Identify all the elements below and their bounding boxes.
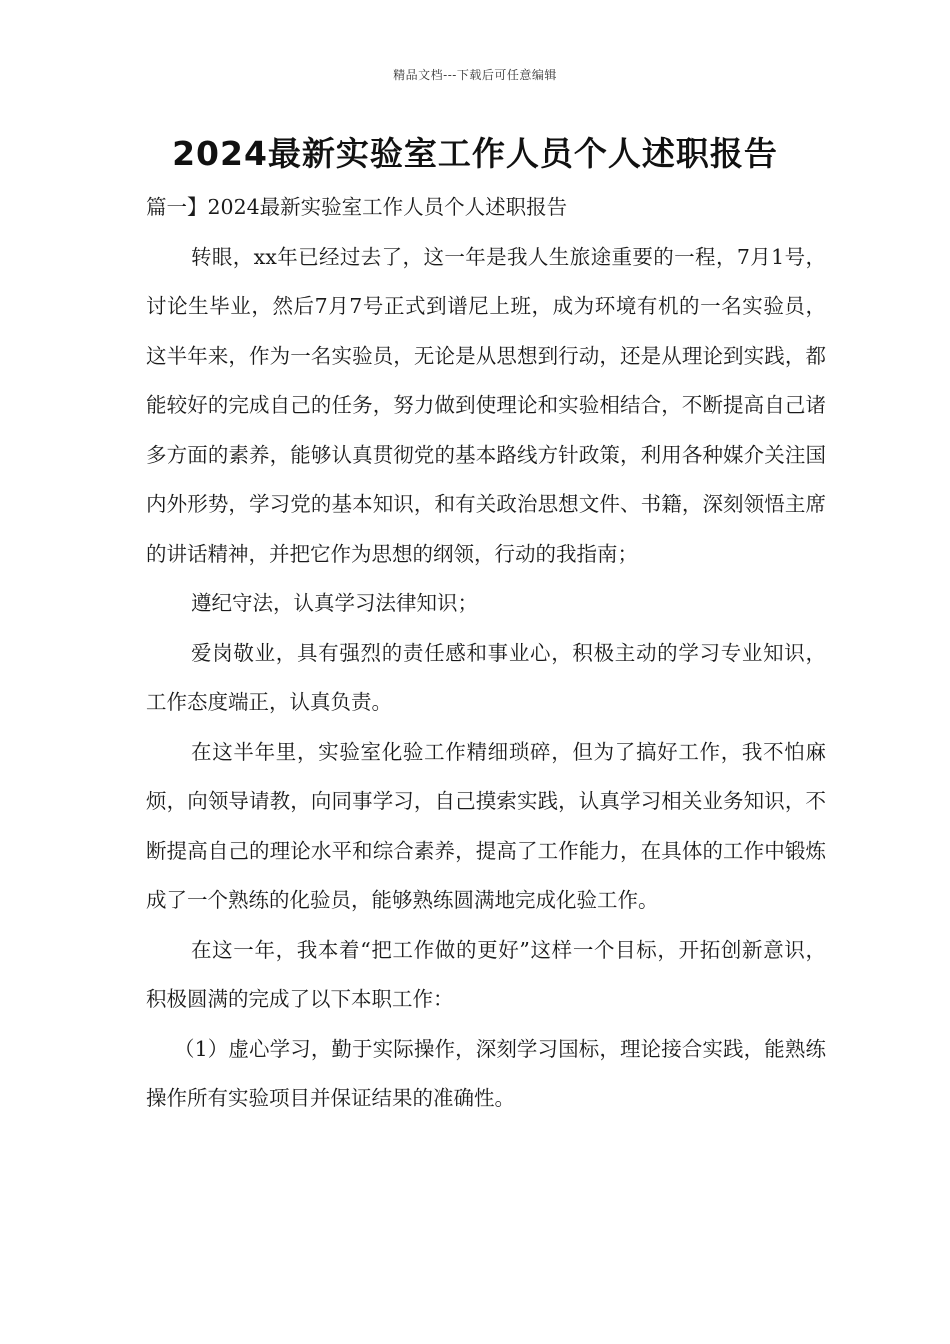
document-body <box>146 183 826 1124</box>
paragraph: 在这一年，我本着“把工作做的更好”这样一个目标，开拓创新意识，积极圆满的完成了以下本职工作： <box>146 937 826 1011</box>
paragraph: 在这半年里，实验室化验工作精细琐碎，但为了搞好工作，我不怕麻烦，向领导请教，向同事学习，自己摸索实践，认真学习相关业务知识，不断提高自己的理论水平和综合素养，提高了工作能力，在具体的工作中锻炼成了一个熟练的化验员，能够熟练圆满地完成化验工作。 <box>146 739 826 912</box>
paragraph: 爱岗敬业，具有强烈的责任感和事业心，积极主动的学习专业知识，工作态度端正，认真负责。 <box>146 640 826 714</box>
subtitle: 篇一】2024最新实验室工作人员个人述职报告 <box>146 195 568 219</box>
paragraph: 遵纪守法，认真学习法律知识； <box>191 591 478 615</box>
header-note: 精品文档---下载后可任意编辑 <box>393 68 557 82</box>
document-title: 2024最新实验室工作人员个人述职报告 <box>172 134 778 173</box>
paragraph: 转眼，xx年已经过去了，这一年是我人生旅途重要的一程，7月1号，讨论生毕业，然后7月7号正式到谱尼上班，成为环境有机的一名实验员，这半年来，作为一名实验员，无论是从思想到行动，还是从理论到实践，都能较好的完成自己的任务，努力做到使理论和实验相结合，不断提高自己诸多方面的素养，能够认真贯彻党的基本路线方针政策，利用各种媒介关注国内外形势，学习党的基本知识，和有关政治思想文件、书籍，深刻领悟主席的讲话精神，并把它作为思想的纲领，行动的我指南； <box>146 244 826 566</box>
paragraph: （1）虚心学习，勤于实际操作，深刻学习国标，理论接合实践，能熟练操作所有实验项目并保证结果的准确性。 <box>146 1036 826 1110</box>
